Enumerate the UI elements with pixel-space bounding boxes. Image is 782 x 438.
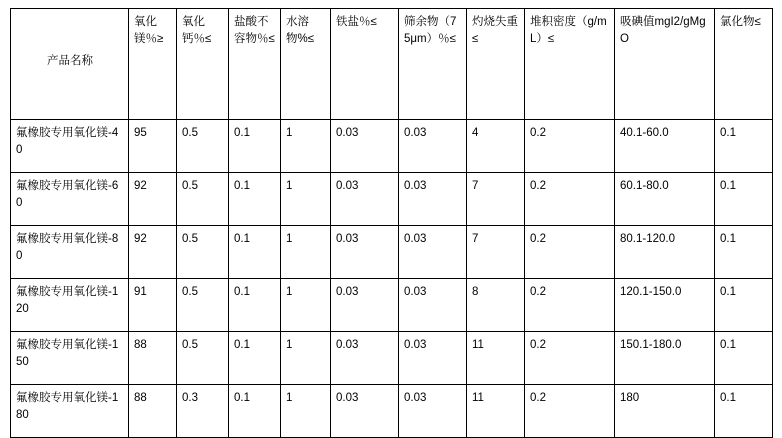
cell-calcium-oxide: 0.5 (177, 173, 229, 226)
cell-product-name: 氟橡胶专用氧化镁-150 (11, 332, 129, 385)
document-page (0, 8, 782, 432)
column-header-iodine-absorption: 吸碘值mgI2/gMgO (615, 9, 715, 120)
cell-bulk-density: 0.2 (525, 120, 615, 173)
cell-hcl-insoluble: 0.1 (229, 332, 281, 385)
cell-sieve-residue: 0.03 (399, 279, 467, 332)
cell-chloride: 0.1 (715, 173, 773, 226)
column-header-water-soluble: 水溶物%≤ (281, 9, 331, 120)
cell-hcl-insoluble: 0.1 (229, 385, 281, 438)
column-header-bulk-density: 堆积密度（g/mL）≤ (525, 9, 615, 120)
cell-bulk-density: 0.2 (525, 279, 615, 332)
cell-chloride: 0.1 (715, 120, 773, 173)
table-header (11, 9, 773, 120)
cell-iron-salt: 0.03 (331, 120, 399, 173)
cell-iodine-absorption: 80.1-120.0 (615, 226, 715, 279)
cell-loss-on-ignition: 4 (467, 120, 525, 173)
cell-calcium-oxide: 0.3 (177, 385, 229, 438)
cell-hcl-insoluble: 0.1 (229, 226, 281, 279)
table-body (11, 120, 773, 438)
cell-sieve-residue: 0.03 (399, 173, 467, 226)
cell-iodine-absorption: 180 (615, 385, 715, 438)
cell-magnesium-oxide: 92 (129, 226, 177, 279)
cell-loss-on-ignition: 11 (467, 332, 525, 385)
cell-product-name: 氟橡胶专用氧化镁-80 (11, 226, 129, 279)
cell-iodine-absorption: 60.1-80.0 (615, 173, 715, 226)
column-header-hcl-insoluble: 盐酸不容物％≤ (229, 9, 281, 120)
column-header-iron-salt: 铁盐％≤ (331, 9, 399, 120)
cell-magnesium-oxide: 88 (129, 385, 177, 438)
cell-sieve-residue: 0.03 (399, 385, 467, 438)
cell-chloride: 0.1 (715, 279, 773, 332)
table-row (11, 173, 773, 226)
cell-iodine-absorption: 40.1-60.0 (615, 120, 715, 173)
cell-hcl-insoluble: 0.1 (229, 120, 281, 173)
cell-loss-on-ignition: 7 (467, 173, 525, 226)
cell-iron-salt: 0.03 (331, 226, 399, 279)
cell-product-name: 氟橡胶专用氧化镁-40 (11, 120, 129, 173)
cell-product-name: 氟橡胶专用氧化镁-120 (11, 279, 129, 332)
cell-iodine-absorption: 120.1-150.0 (615, 279, 715, 332)
cell-bulk-density: 0.2 (525, 332, 615, 385)
cell-loss-on-ignition: 7 (467, 226, 525, 279)
cell-water-soluble: 1 (281, 226, 331, 279)
cell-product-name: 氟橡胶专用氧化镁-180 (11, 385, 129, 438)
table-row (11, 332, 773, 385)
cell-iron-salt: 0.03 (331, 332, 399, 385)
column-header-sieve-residue: 筛余物（75μm）％≤ (399, 9, 467, 120)
column-header-magnesium-oxide: 氧化镁％≥ (129, 9, 177, 120)
cell-calcium-oxide: 0.5 (177, 279, 229, 332)
table-row (11, 120, 773, 173)
header-row (11, 9, 773, 120)
cell-water-soluble: 1 (281, 279, 331, 332)
cell-water-soluble: 1 (281, 385, 331, 438)
cell-bulk-density: 0.2 (525, 385, 615, 438)
cell-iron-salt: 0.03 (331, 279, 399, 332)
specification-table (10, 8, 773, 438)
cell-hcl-insoluble: 0.1 (229, 173, 281, 226)
cell-bulk-density: 0.2 (525, 226, 615, 279)
cell-magnesium-oxide: 95 (129, 120, 177, 173)
cell-water-soluble: 1 (281, 332, 331, 385)
cell-loss-on-ignition: 8 (467, 279, 525, 332)
cell-calcium-oxide: 0.5 (177, 120, 229, 173)
cell-chloride: 0.1 (715, 385, 773, 438)
cell-water-soluble: 1 (281, 120, 331, 173)
cell-iodine-absorption: 150.1-180.0 (615, 332, 715, 385)
cell-sieve-residue: 0.03 (399, 226, 467, 279)
cell-product-name: 氟橡胶专用氧化镁-60 (11, 173, 129, 226)
table-row (11, 226, 773, 279)
column-header-product-name: 产品名称 (11, 9, 129, 120)
cell-magnesium-oxide: 91 (129, 279, 177, 332)
cell-magnesium-oxide: 88 (129, 332, 177, 385)
cell-calcium-oxide: 0.5 (177, 226, 229, 279)
cell-hcl-insoluble: 0.1 (229, 279, 281, 332)
cell-calcium-oxide: 0.5 (177, 332, 229, 385)
table-row (11, 385, 773, 438)
cell-chloride: 0.1 (715, 226, 773, 279)
cell-water-soluble: 1 (281, 173, 331, 226)
column-header-calcium-oxide: 氧化钙％≤ (177, 9, 229, 120)
table-row (11, 279, 773, 332)
cell-bulk-density: 0.2 (525, 173, 615, 226)
cell-loss-on-ignition: 11 (467, 385, 525, 438)
cell-iron-salt: 0.03 (331, 173, 399, 226)
cell-sieve-residue: 0.03 (399, 332, 467, 385)
column-header-chloride: 氯化物≤ (715, 9, 773, 120)
cell-magnesium-oxide: 92 (129, 173, 177, 226)
cell-iron-salt: 0.03 (331, 385, 399, 438)
column-header-loss-on-ignition: 灼烧失重≤ (467, 9, 525, 120)
cell-chloride: 0.1 (715, 332, 773, 385)
cell-sieve-residue: 0.03 (399, 120, 467, 173)
